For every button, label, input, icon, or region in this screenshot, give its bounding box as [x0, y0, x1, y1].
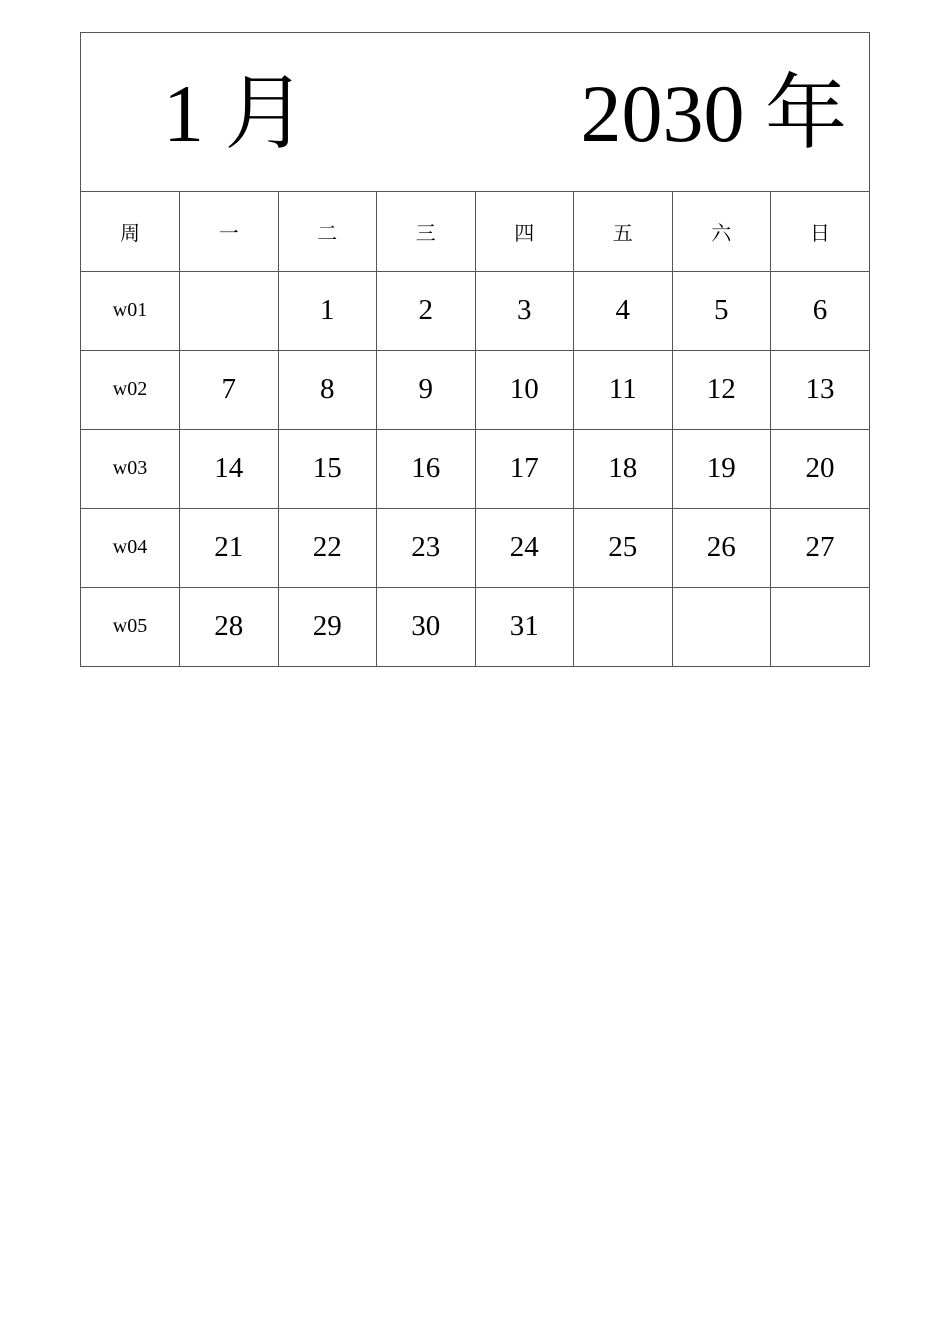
weekday-header-row: [81, 192, 869, 271]
day-cell: 6: [771, 271, 870, 350]
weekday-fri: 五: [574, 192, 673, 271]
week-number: w01: [81, 271, 180, 350]
week-column-header: 周: [81, 192, 180, 271]
day-cell: 28: [180, 587, 279, 666]
day-cell: 4: [574, 271, 673, 350]
day-cell: 12: [672, 350, 771, 429]
day-cell: 29: [278, 587, 377, 666]
day-cell: [180, 271, 279, 350]
day-cell: 13: [771, 350, 870, 429]
calendar: [80, 32, 870, 667]
day-cell: 15: [278, 429, 377, 508]
day-cell: 10: [475, 350, 574, 429]
day-cell: 20: [771, 429, 870, 508]
day-cell: 30: [377, 587, 476, 666]
day-cell: [771, 587, 870, 666]
weekday-mon: 一: [180, 192, 279, 271]
day-cell: 11: [574, 350, 673, 429]
day-cell: [672, 587, 771, 666]
weekday-sun: 日: [771, 192, 870, 271]
weekday-tue: 二: [278, 192, 377, 271]
day-cell: 19: [672, 429, 771, 508]
week-number: w05: [81, 587, 180, 666]
week-row: [81, 271, 869, 350]
day-cell: 1: [278, 271, 377, 350]
week-row: [81, 587, 869, 666]
day-cell: 23: [377, 508, 476, 587]
calendar-header: [81, 33, 869, 192]
day-cell: 24: [475, 508, 574, 587]
day-cell: 14: [180, 429, 279, 508]
week-number: w02: [81, 350, 180, 429]
week-number: w03: [81, 429, 180, 508]
day-cell: 21: [180, 508, 279, 587]
day-cell: 8: [278, 350, 377, 429]
day-cell: 22: [278, 508, 377, 587]
day-cell: [574, 587, 673, 666]
calendar-grid: [81, 192, 869, 666]
day-cell: 2: [377, 271, 476, 350]
week-row: [81, 508, 869, 587]
day-cell: 27: [771, 508, 870, 587]
day-cell: 31: [475, 587, 574, 666]
day-cell: 26: [672, 508, 771, 587]
day-cell: 16: [377, 429, 476, 508]
weekday-thu: 四: [475, 192, 574, 271]
day-cell: 18: [574, 429, 673, 508]
year-title: 2030 年: [580, 68, 847, 159]
day-cell: 5: [672, 271, 771, 350]
week-row: [81, 429, 869, 508]
day-cell: 7: [180, 350, 279, 429]
weekday-wed: 三: [377, 192, 476, 271]
month-title: 1 月: [163, 68, 307, 159]
week-number: w04: [81, 508, 180, 587]
week-row: [81, 350, 869, 429]
weekday-sat: 六: [672, 192, 771, 271]
day-cell: 3: [475, 271, 574, 350]
day-cell: 25: [574, 508, 673, 587]
day-cell: 17: [475, 429, 574, 508]
day-cell: 9: [377, 350, 476, 429]
